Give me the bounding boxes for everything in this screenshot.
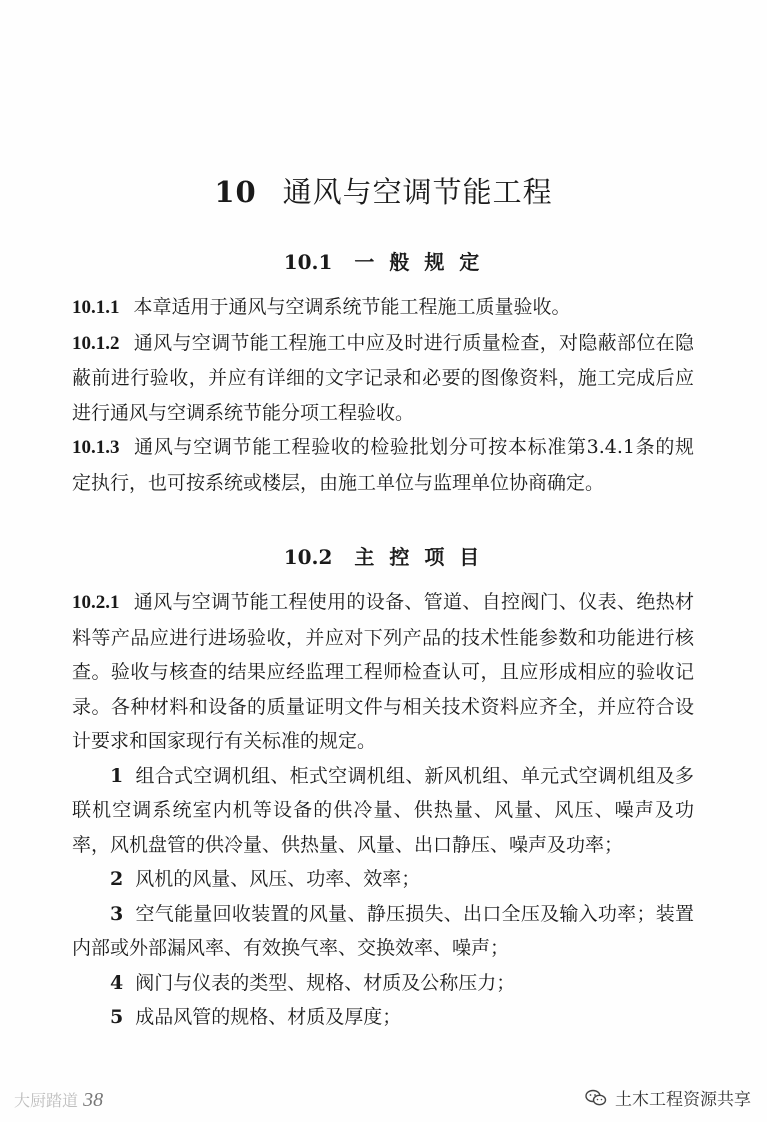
clause-number: 10.1.2	[72, 332, 120, 354]
page-number: 38	[83, 1089, 104, 1111]
item-number: 3	[110, 902, 124, 925]
section-title-10-2	[0, 541, 767, 570]
wechat-icon	[585, 1089, 607, 1107]
section-title-10-1	[0, 246, 767, 275]
clause-10-1-3	[72, 430, 694, 500]
section-10-1-body	[72, 290, 694, 500]
clause-number: 10.2.1	[72, 592, 120, 613]
watermark	[585, 1085, 751, 1110]
section-10-2-body	[72, 585, 694, 1035]
watermark-text: 土木工程资源共享	[615, 1090, 751, 1110]
list-item	[72, 966, 694, 1001]
item-number: 5	[110, 1006, 124, 1028]
clause-text: 通风与空调节能工程施工中应及时进行质量检查，对隐蔽部位在隐蔽前进行验收，并应有详细的文字记录和必要的图像资料，施工完成后应进行通风与空调系统节能分项工程验收。	[72, 331, 694, 424]
clause-number: 10.1.3	[72, 437, 120, 458]
chapter-number: 10	[214, 175, 257, 209]
clause-10-2-1	[72, 585, 694, 759]
section-number: 10.1	[283, 250, 333, 274]
clause-10-1-2	[72, 326, 694, 431]
list-item	[72, 897, 694, 966]
item-text: 成品风管的规格、材质及厚度；	[135, 1006, 402, 1028]
item-number: 2	[110, 868, 124, 890]
chapter-title	[0, 170, 767, 211]
footer-overlay-text: 大厨踏道	[14, 1091, 79, 1110]
section-name: 一 般 规 定	[354, 250, 484, 274]
clause-text: 本章适用于通风与空调系统节能工程施工质量验收。	[133, 296, 571, 318]
item-text: 阀门与仪表的类型、规格、材质及公称压力；	[135, 971, 516, 994]
page-footer	[14, 1088, 103, 1112]
item-number: 4	[110, 971, 124, 994]
list-item	[72, 1000, 694, 1035]
list-item	[72, 862, 694, 897]
clause-text: 通风与空调节能工程验收的检验批划分可按本标准第3.4.1条的规定执行，也可按系统或楼层，由施工单位与监理单位协商确定。	[72, 436, 694, 494]
chapter-name: 通风与空调节能工程	[282, 175, 553, 209]
item-text: 风机的风量、风压、功率、效率；	[135, 868, 421, 890]
item-text: 组合式空调机组、柜式空调机组、新风机组、单元式空调机组及多联机空调系统室内机等设备的供冷量、供热量、风量、风压、噪声及功率，风机盘管的供冷量、供热量、风量、出口静压、噪声及功率；	[72, 764, 694, 856]
item-number: 1	[110, 764, 124, 787]
item-text: 空气能量回收装置的风量、静压损失、出口全压及输入功率；装置内部或外部漏风率、有效换气率、交换效率、噪声；	[72, 902, 694, 959]
clause-text: 通风与空调节能工程使用的设备、管道、自控阀门、仪表、绝热材料等产品应进行进场验收，并应对下列产品的技术性能参数和功能进行核查。验收与核查的结果应经监理工程师检查认可，且应形成相应的验收记录。各种材料和设备的质量证明文件与相关技术资料应齐全，并应符合设计要求和国家现行有关标准的规定。	[72, 591, 694, 752]
clause-10-1-1	[72, 290, 694, 326]
clause-number: 10.1.1	[72, 297, 120, 318]
list-item	[72, 759, 694, 863]
section-number: 10.2	[283, 545, 333, 569]
section-name: 主 控 项 目	[354, 545, 484, 569]
